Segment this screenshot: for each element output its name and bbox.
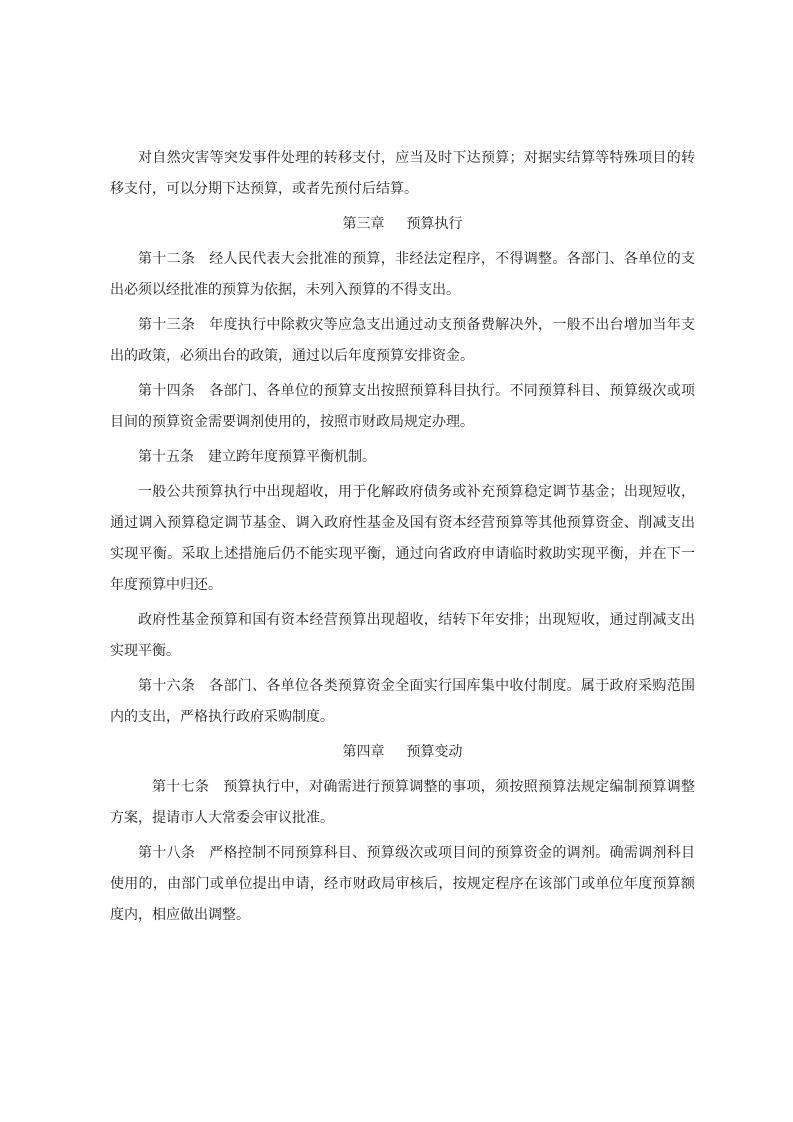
chapter-3-title: 预算执行 bbox=[406, 216, 463, 232]
article-15-text: 建立跨年度预算平衡机制。 bbox=[208, 449, 376, 465]
paragraph-transfer-payment: 对自然灾害等突发事件处理的转移支付，应当及时下达预算；对据实结算等特殊项目的转移支付，可以分期下达预算，或者先预付后结算。 bbox=[110, 150, 695, 197]
article-18 bbox=[110, 838, 695, 931]
article-18-text: 严格控制不同预算科目、预算级次或项目间的预算资金的调剂。确需调剂科目使用的，由部门或单位提出申请，经市财政局审核后，按规定程序在该部门或单位年度预算额度内，相应做出调整。 bbox=[110, 845, 696, 923]
article-12-text: 经人民代表大会批准的预算，非经法定程序，不得调整。各部门、各单位的支出必须以经批准的预算为依据，未列入预算的不得支出。 bbox=[110, 251, 696, 298]
article-13 bbox=[110, 310, 695, 372]
article-14 bbox=[110, 376, 695, 438]
article-12 bbox=[110, 244, 695, 306]
article-17 bbox=[110, 772, 695, 834]
article-16-text: 各部门、各单位各类预算资金全面实行国库集中收付制度。属于政府采购范围内的支出，严格执行政府采购制度。 bbox=[110, 678, 696, 725]
article-12-number: 第十二条 bbox=[138, 251, 196, 267]
article-15-paragraph-2: 一般公共预算执行中出现超收，用于化解政府债务或补充预算稳定调节基金；出现短收，通过调入预算稳定调节基金、调入政府性基金及国有资本经营预算等其他预算资金、削减支出实现平衡。采取上述措施后仍不能实现平衡，通过向省政府申请临时救助实现平衡，并在下一年度预算中归还。 bbox=[110, 484, 695, 593]
chapter-4-heading bbox=[110, 737, 695, 768]
article-15-number: 第十五条 bbox=[138, 449, 194, 465]
article-16 bbox=[110, 671, 695, 733]
chapter-3-number: 第三章 bbox=[342, 216, 385, 232]
article-18-number: 第十八条 bbox=[138, 845, 196, 861]
chapter-3-heading bbox=[110, 209, 695, 240]
article-15 bbox=[110, 442, 695, 473]
chapter-4-title: 预算变动 bbox=[406, 744, 463, 760]
article-14-text: 各部门、各单位的预算支出按照预算科目执行。不同预算科目、预算级次或项目间的预算资金需要调剂使用的，按照市财政局规定办理。 bbox=[110, 383, 696, 430]
article-15-paragraph-3: 政府性基金预算和国有资本经营预算出现超收，结转下年安排；出现短收，通过削减支出实现平衡。 bbox=[110, 612, 695, 659]
article-14-number: 第十四条 bbox=[138, 383, 196, 399]
article-17-number: 第十七条 bbox=[152, 779, 210, 795]
document-body bbox=[110, 143, 695, 935]
article-16-number: 第十六条 bbox=[138, 678, 196, 694]
article-17-text: 预算执行中，对确需进行预算调整的事项，须按照预算法规定编制预算调整方案，提请市人大常委会审议批准。 bbox=[110, 779, 696, 826]
chapter-4-number: 第四章 bbox=[342, 744, 385, 760]
article-13-text: 年度执行中除救灾等应急支出通过动支预备费解决外，一般不出台增加当年支出的政策，必须出台的政策，通过以后年度预算安排资金。 bbox=[110, 317, 696, 364]
article-13-number: 第十三条 bbox=[138, 317, 196, 333]
